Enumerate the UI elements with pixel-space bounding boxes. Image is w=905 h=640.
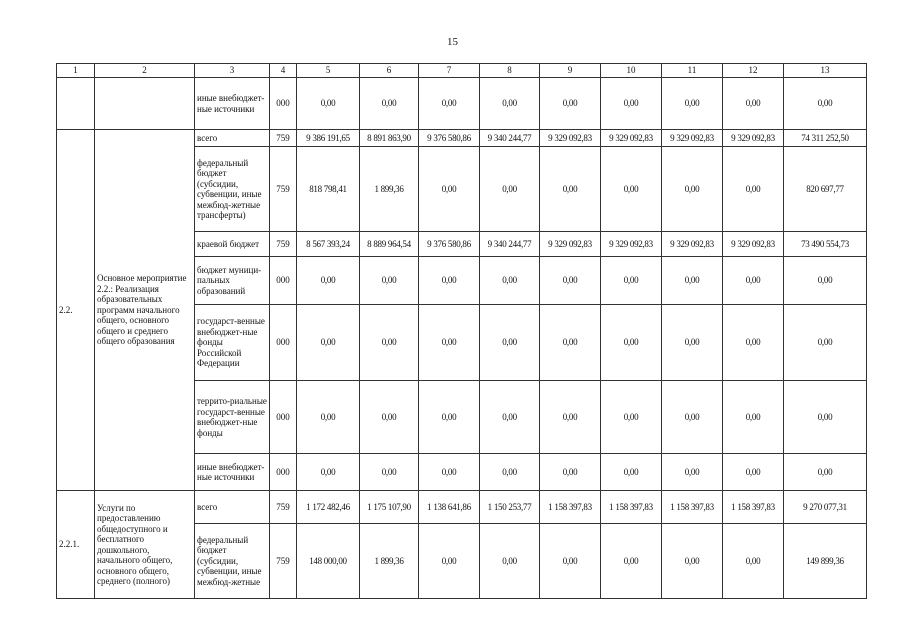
source-cell: иные внебюджет-ные источники [195, 78, 270, 130]
value-cell: 1 158 397,83 [723, 491, 784, 524]
source-cell: федеральный бюджет (субсидии, субвенции, иные межбюд-жетные [195, 524, 270, 599]
value-cell: 0,00 [601, 381, 662, 454]
source-cell: государст-венные внебюджет-ные фонды Российской Федерации [195, 305, 270, 381]
value-cell: 0,00 [297, 454, 360, 491]
value-cell: 0,00 [297, 257, 360, 305]
value-cell: 0,00 [480, 524, 540, 599]
column-header: 9 [540, 64, 601, 78]
value-cell: 1 158 397,83 [601, 491, 662, 524]
section-description: Услуги по предоставлению общедоступного и бесплатного дошкольного, начального общего, основного общего, среднего (полного) [95, 491, 195, 599]
value-cell: 0,00 [723, 454, 784, 491]
value-cell: 0,00 [480, 147, 540, 232]
value-cell: 0,00 [601, 147, 662, 232]
value-cell: 0,00 [662, 381, 723, 454]
value-cell: 1 175 107,90 [360, 491, 419, 524]
source-cell: бюджет муници-пальных образований [195, 257, 270, 305]
value-cell: 0,00 [662, 524, 723, 599]
value-cell: 0,00 [723, 524, 784, 599]
header-row [57, 64, 867, 78]
total-cell: 74 311 252,50 [784, 130, 867, 147]
value-cell: 0,00 [662, 147, 723, 232]
total-cell: 0,00 [784, 305, 867, 381]
code-cell: 759 [270, 147, 297, 232]
code-cell: 000 [270, 305, 297, 381]
value-cell: 0,00 [480, 454, 540, 491]
value-cell: 0,00 [480, 381, 540, 454]
code-cell: 000 [270, 381, 297, 454]
code-cell: 000 [270, 454, 297, 491]
value-cell: 0,00 [540, 257, 601, 305]
value-cell: 1 899,36 [360, 524, 419, 599]
value-cell: 0,00 [360, 257, 419, 305]
source-cell: краевой бюджет [195, 232, 270, 257]
value-cell: 0,00 [360, 381, 419, 454]
section-index: 2.2.1. [57, 491, 95, 599]
value-cell: 0,00 [480, 78, 540, 130]
value-cell: 9 329 092,83 [601, 130, 662, 147]
code-cell: 759 [270, 524, 297, 599]
value-cell: 8 567 393,24 [297, 232, 360, 257]
total-cell: 0,00 [784, 78, 867, 130]
total-cell: 0,00 [784, 381, 867, 454]
total-cell: 9 270 077,31 [784, 491, 867, 524]
budget-table [56, 63, 867, 599]
value-cell: 0,00 [360, 78, 419, 130]
value-cell: 0,00 [419, 454, 480, 491]
value-cell: 9 340 244,77 [480, 130, 540, 147]
value-cell: 0,00 [540, 381, 601, 454]
value-cell: 0,00 [419, 381, 480, 454]
value-cell: 0,00 [540, 305, 601, 381]
value-cell: 9 329 092,83 [662, 130, 723, 147]
value-cell: 0,00 [723, 147, 784, 232]
total-cell: 73 490 554,73 [784, 232, 867, 257]
value-cell: 0,00 [540, 78, 601, 130]
value-cell: 9 329 092,83 [601, 232, 662, 257]
index-cell [57, 78, 95, 130]
source-cell: террито-риальные государст-венные внебюджет-ные фонды [195, 381, 270, 454]
value-cell: 1 150 253,77 [480, 491, 540, 524]
section-description: Основное мероприятие 2.2.: Реализация образовательных программ начального общего, основного общего и среднего общего образования [95, 130, 195, 491]
source-cell: всего [195, 491, 270, 524]
total-cell: 0,00 [784, 257, 867, 305]
value-cell: 9 376 580,86 [419, 130, 480, 147]
value-cell: 9 329 092,83 [662, 232, 723, 257]
column-header: 12 [723, 64, 784, 78]
description-cell [95, 78, 195, 130]
value-cell: 0,00 [297, 78, 360, 130]
column-header: 4 [270, 64, 297, 78]
column-header: 7 [419, 64, 480, 78]
code-cell: 759 [270, 491, 297, 524]
column-header: 3 [195, 64, 270, 78]
code-cell: 000 [270, 78, 297, 130]
value-cell: 0,00 [723, 381, 784, 454]
value-cell: 0,00 [601, 257, 662, 305]
value-cell: 818 798,41 [297, 147, 360, 232]
source-cell: всего [195, 130, 270, 147]
value-cell: 1 158 397,83 [540, 491, 601, 524]
value-cell: 0,00 [419, 524, 480, 599]
value-cell: 0,00 [601, 454, 662, 491]
value-cell: 0,00 [662, 454, 723, 491]
section-index: 2.2. [57, 130, 95, 491]
column-header: 6 [360, 64, 419, 78]
column-header: 2 [95, 64, 195, 78]
table-row [57, 130, 867, 147]
value-cell: 1 138 641,86 [419, 491, 480, 524]
value-cell: 9 329 092,83 [540, 130, 601, 147]
column-header: 5 [297, 64, 360, 78]
value-cell: 0,00 [540, 454, 601, 491]
value-cell: 9 386 191,65 [297, 130, 360, 147]
value-cell: 9 329 092,83 [540, 232, 601, 257]
value-cell: 8 891 863,90 [360, 130, 419, 147]
source-cell: иные внебюджет-ные источники [195, 454, 270, 491]
value-cell: 0,00 [723, 305, 784, 381]
value-cell: 0,00 [480, 257, 540, 305]
column-header: 10 [601, 64, 662, 78]
value-cell: 0,00 [419, 78, 480, 130]
value-cell: 9 329 092,83 [723, 232, 784, 257]
value-cell: 0,00 [419, 257, 480, 305]
value-cell: 0,00 [601, 524, 662, 599]
column-header: 11 [662, 64, 723, 78]
value-cell: 0,00 [480, 305, 540, 381]
page-number: 15 [447, 36, 458, 48]
value-cell: 0,00 [419, 147, 480, 232]
value-cell: 0,00 [297, 381, 360, 454]
code-cell: 759 [270, 232, 297, 257]
value-cell: 1 172 482,46 [297, 491, 360, 524]
value-cell: 0,00 [662, 257, 723, 305]
table-row [57, 78, 867, 130]
value-cell: 0,00 [360, 305, 419, 381]
total-cell: 149 899,36 [784, 524, 867, 599]
value-cell: 0,00 [297, 305, 360, 381]
code-cell: 759 [270, 130, 297, 147]
value-cell: 9 329 092,83 [723, 130, 784, 147]
value-cell: 0,00 [419, 305, 480, 381]
total-cell: 0,00 [784, 454, 867, 491]
value-cell: 148 000,00 [297, 524, 360, 599]
value-cell: 9 376 580,86 [419, 232, 480, 257]
table-row [57, 491, 867, 524]
column-header: 13 [784, 64, 867, 78]
value-cell: 0,00 [662, 78, 723, 130]
code-cell: 000 [270, 257, 297, 305]
value-cell: 1 899,36 [360, 147, 419, 232]
value-cell: 0,00 [540, 524, 601, 599]
value-cell: 0,00 [360, 454, 419, 491]
value-cell: 0,00 [723, 78, 784, 130]
value-cell: 0,00 [662, 305, 723, 381]
column-header: 8 [480, 64, 540, 78]
value-cell: 0,00 [540, 147, 601, 232]
value-cell: 0,00 [601, 78, 662, 130]
value-cell: 8 889 964,54 [360, 232, 419, 257]
total-cell: 820 697,77 [784, 147, 867, 232]
column-header: 1 [57, 64, 95, 78]
value-cell: 1 158 397,83 [662, 491, 723, 524]
source-cell: федеральный бюджет (субсидии, субвенции, иные межбюд-жетные трансферты) [195, 147, 270, 232]
value-cell: 9 340 244,77 [480, 232, 540, 257]
value-cell: 0,00 [723, 257, 784, 305]
value-cell: 0,00 [601, 305, 662, 381]
